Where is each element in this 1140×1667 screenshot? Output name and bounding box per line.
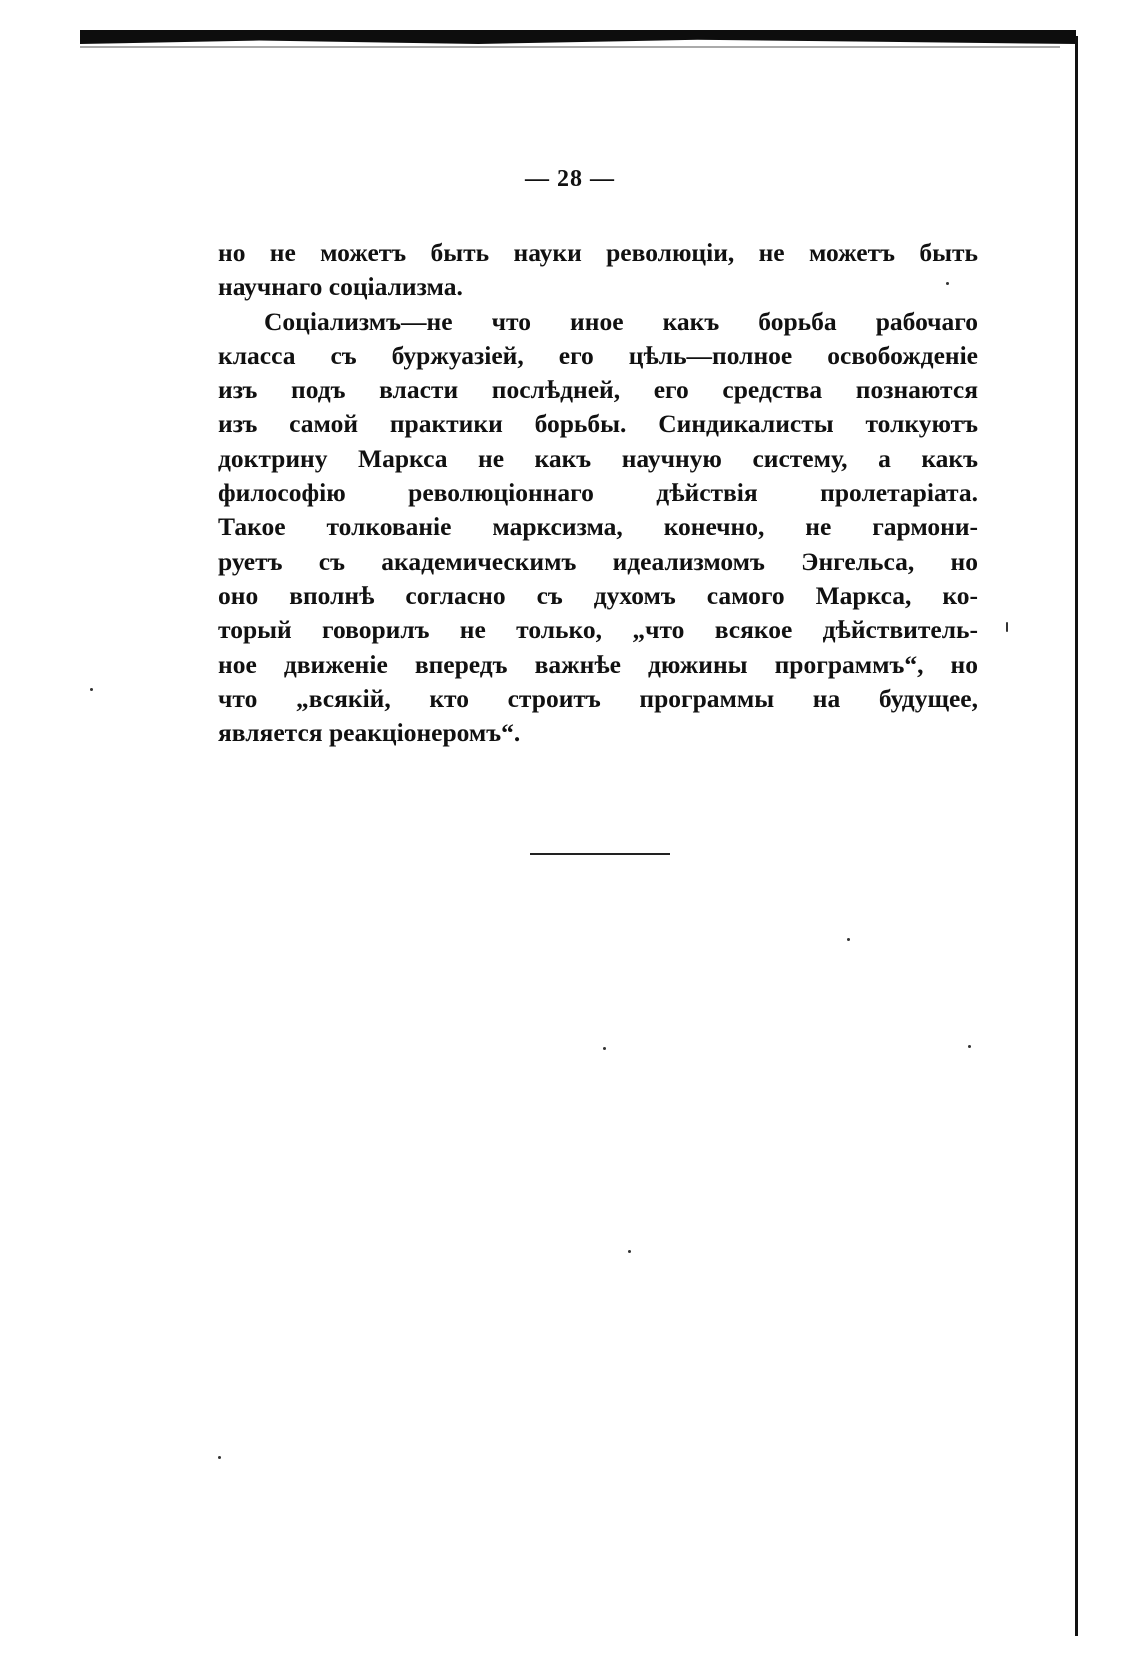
right-scan-border — [1075, 36, 1078, 1636]
scan-speck — [603, 1047, 606, 1050]
text-line: изъ подъ власти послѣдней, его средства познаются — [218, 375, 978, 405]
scan-speck — [847, 938, 850, 941]
top-scan-border — [80, 30, 1076, 44]
text-line: руетъ съ академическимъ идеализмомъ Энгельса, но — [218, 546, 978, 576]
scan-speck — [1006, 622, 1008, 632]
text-line: что „всякій, кто строитъ программы на будущее, — [218, 683, 978, 713]
scan-speck — [946, 282, 949, 285]
text-line: оно вполнѣ согласно съ духомъ самого Маркса, ко- — [218, 580, 978, 610]
scan-speck — [90, 688, 93, 691]
scan-speck — [968, 1045, 971, 1048]
text-line: научнаго соціализма. — [218, 272, 463, 302]
section-separator-rule — [530, 853, 670, 855]
top-scan-border-shadow — [80, 46, 1060, 48]
text-line: является реакціонеромъ“. — [218, 718, 521, 748]
paragraph-1 — [218, 236, 978, 305]
scan-speck — [218, 1456, 221, 1459]
text-line: торый говорилъ не только, „что всякое дѣйствитель- — [218, 615, 978, 645]
paragraph-2 — [218, 305, 978, 751]
text-line: класса съ буржуазіей, его цѣль—полное освобожденіе — [218, 340, 978, 370]
text-line: философію революціоннаго дѣйствія пролетаріата. — [218, 478, 978, 508]
text-line: ное движеніе впередъ важнѣе дюжины программъ“, но — [218, 649, 978, 679]
body-text — [218, 236, 978, 750]
text-line: Такое толкованіе марксизма, конечно, не гармони- — [218, 512, 978, 542]
text-line: но не можетъ быть науки революціи, не можетъ быть — [218, 238, 978, 267]
page-number: — 28 — — [525, 166, 615, 192]
text-line: изъ самой практики борьбы. Синдикалисты толкуютъ — [218, 409, 978, 439]
text-line: Соціализмъ—не что иное какъ борьба рабочаго — [264, 306, 978, 336]
text-line: доктрину Маркса не какъ научную систему, а какъ — [218, 443, 978, 473]
scan-speck — [628, 1250, 631, 1253]
